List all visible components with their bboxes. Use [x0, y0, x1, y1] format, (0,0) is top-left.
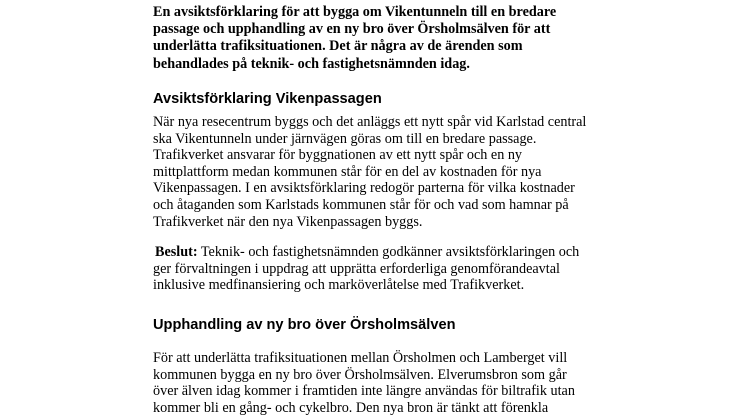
- body-line: över älven idag kommer i framtiden inte längre användas för biltrafik utan: [153, 383, 575, 400]
- body-line: kommunen bygga en ny bro över Örsholmsälven. Elverumsbron som går: [153, 366, 567, 383]
- decision-text: Teknik- och fastighetsnämnden godkänner avsiktsförklaringen och: [200, 244, 580, 260]
- section-heading-bro: Upphandling av ny bro över Örsholmsälven: [153, 317, 456, 333]
- decision-label: Beslut:: [155, 244, 198, 260]
- body-line: ska Vikentunneln under järnvägen göras om till en bredare passage.: [153, 130, 537, 147]
- section-body-vikenpassagen: [153, 114, 623, 230]
- section-heading-vikenpassagen: Avsiktsförklaring Vikenpassagen: [153, 91, 382, 107]
- lead-line: behandlades på teknik- och fastighetsnämnden idag.: [153, 55, 470, 72]
- body-line: För att underlätta trafiksituationen mellan Örsholmen och Lamberget vill: [153, 350, 568, 366]
- body-line: Trafikverket när den nya Vikenpassagen byggs.: [153, 213, 423, 230]
- body-line: och åtaganden som Karlstads kommunen står för och vad som hamnar på: [153, 196, 569, 213]
- body-line: Vikenpassagen. I en avsiktsförklaring redogör parterna för vilka kostnader: [153, 180, 575, 197]
- decision-paragraph: [153, 244, 623, 294]
- decision-line: inklusive medfinansiering och marköverlåtelse med Trafikverket.: [153, 277, 525, 294]
- body-line: När nya resecentrum byggs och det anläggs ett nytt spår vid Karlstad central: [153, 114, 587, 130]
- section-body-bro: [153, 350, 623, 416]
- lead-line: underlätta trafiksituationen. Det är några av de ärenden som: [153, 38, 523, 55]
- lead-line: En avsiktsförklaring för att bygga om Vikentunneln till en bredare: [153, 4, 557, 20]
- decision-line: ger förvaltningen i uppdrag att upprätta erforderliga genomförandeavtal: [153, 260, 560, 277]
- lead-paragraph: [153, 4, 623, 73]
- body-line: Trafikverket ansvarar för byggnationen av ett nytt spår och en ny: [153, 147, 523, 164]
- lead-line: passage och upphandling av en ny bro över Örsholmsälven för att: [153, 21, 551, 38]
- body-line: kommer bli en gång- och cykelbro. Den nya bron är tänkt att förenkla: [153, 399, 549, 416]
- decision-line: [153, 244, 623, 261]
- body-line: mittplattform medan kommunen står för en del av kostnaden för nya: [153, 163, 542, 180]
